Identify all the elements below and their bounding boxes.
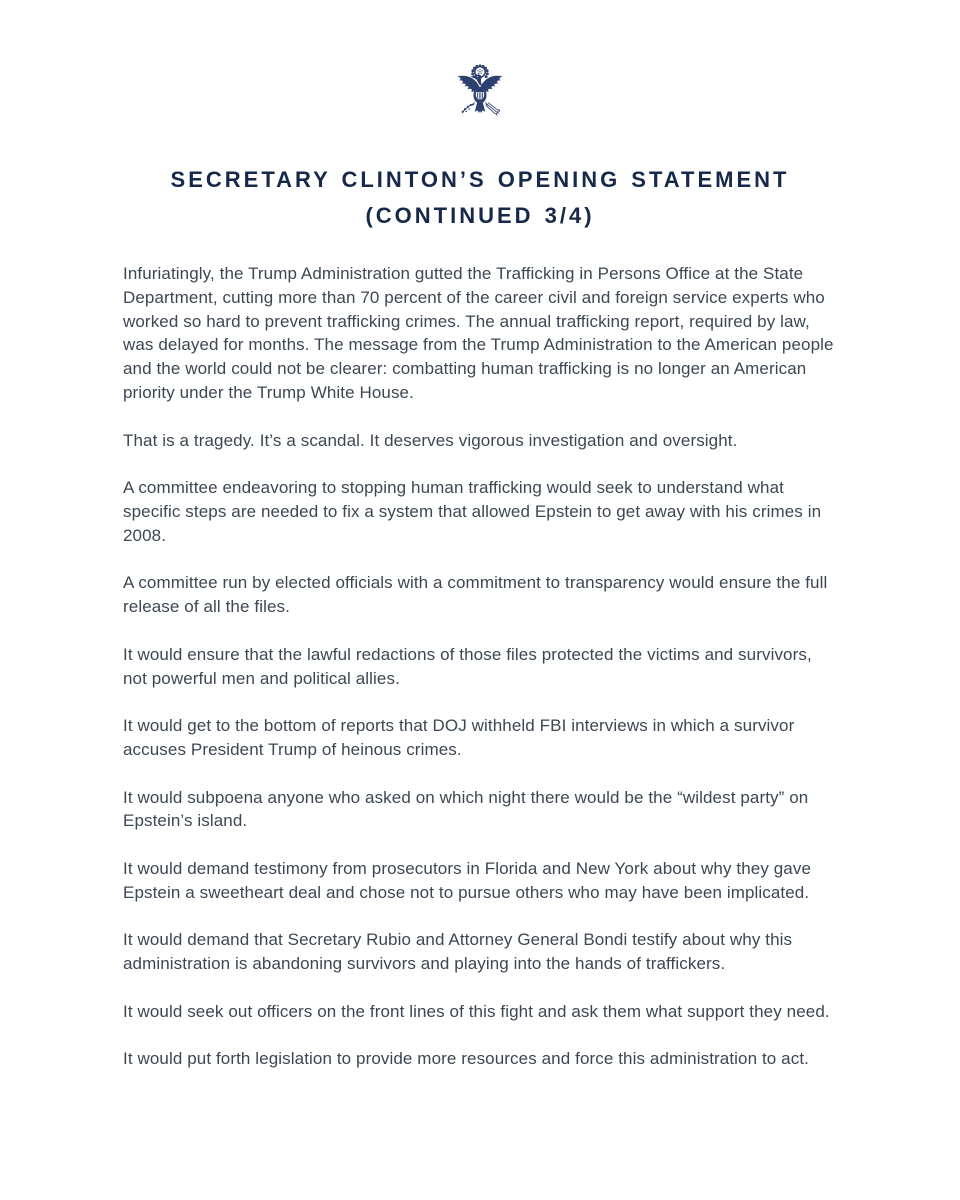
paragraph: Infuriatingly, the Trump Administration gutted the Trafficking in Persons Office at the State Department, cutting more than 70 percent of the career civil and foreign service experts who worked so hard to prevent trafficking crimes. The annual trafficking report, required by law, was delayed for months. The message from the Trump Administration to the American people and the world could not be clearer: combatting human trafficking is no longer an American priority under the Trump White House. [123,264,834,402]
eagle-seal-icon [451,62,509,132]
paragraph: That is a tragedy. It’s a scandal. It deserves vigorous investigation and oversight. [123,430,738,450]
paragraph: A committee endeavoring to stopping human trafficking would seek to understand what specific steps are needed to fix a system that allowed Epstein to get away with his crimes in 2008. [123,478,822,545]
paragraph: It would ensure that the lawful redactions of those files protected the victims and survivors, not powerful men and political allies. [123,644,812,688]
paragraph: It would get to the bottom of reports that DOJ withheld FBI interviews in which a survivor accuses President Trump of heinous crimes. [123,716,795,759]
paragraph: It would subpoena anyone who asked on which night there would be the “wildest party” on Epstein’s island. [123,787,809,831]
paragraph: A committee run by elected officials with a commitment to transparency would ensure the full release of all the files. [123,573,828,617]
paragraph: It would seek out officers on the front lines of this fight and ask them what support they need. [123,1001,830,1021]
paragraph: It would put forth legislation to provide more resources and force this administration to act. [123,1049,809,1069]
title-line-2: (CONTINUED 3/4) [365,203,595,228]
paragraph: It would demand testimony from prosecutors in Florida and New York about why they gave Epstein a sweetheart deal and chose not to pursue others who may have been implicated. [123,858,812,902]
title-line-1: SECRETARY CLINTON’S OPENING STATEMENT [170,167,790,192]
paragraph: It would demand that Secretary Rubio and Attorney General Bondi testify about why this administration is abandoning survivors and playing into the hands of traffickers. [123,930,793,974]
page-title [0,162,960,234]
statement-body [123,262,839,1071]
